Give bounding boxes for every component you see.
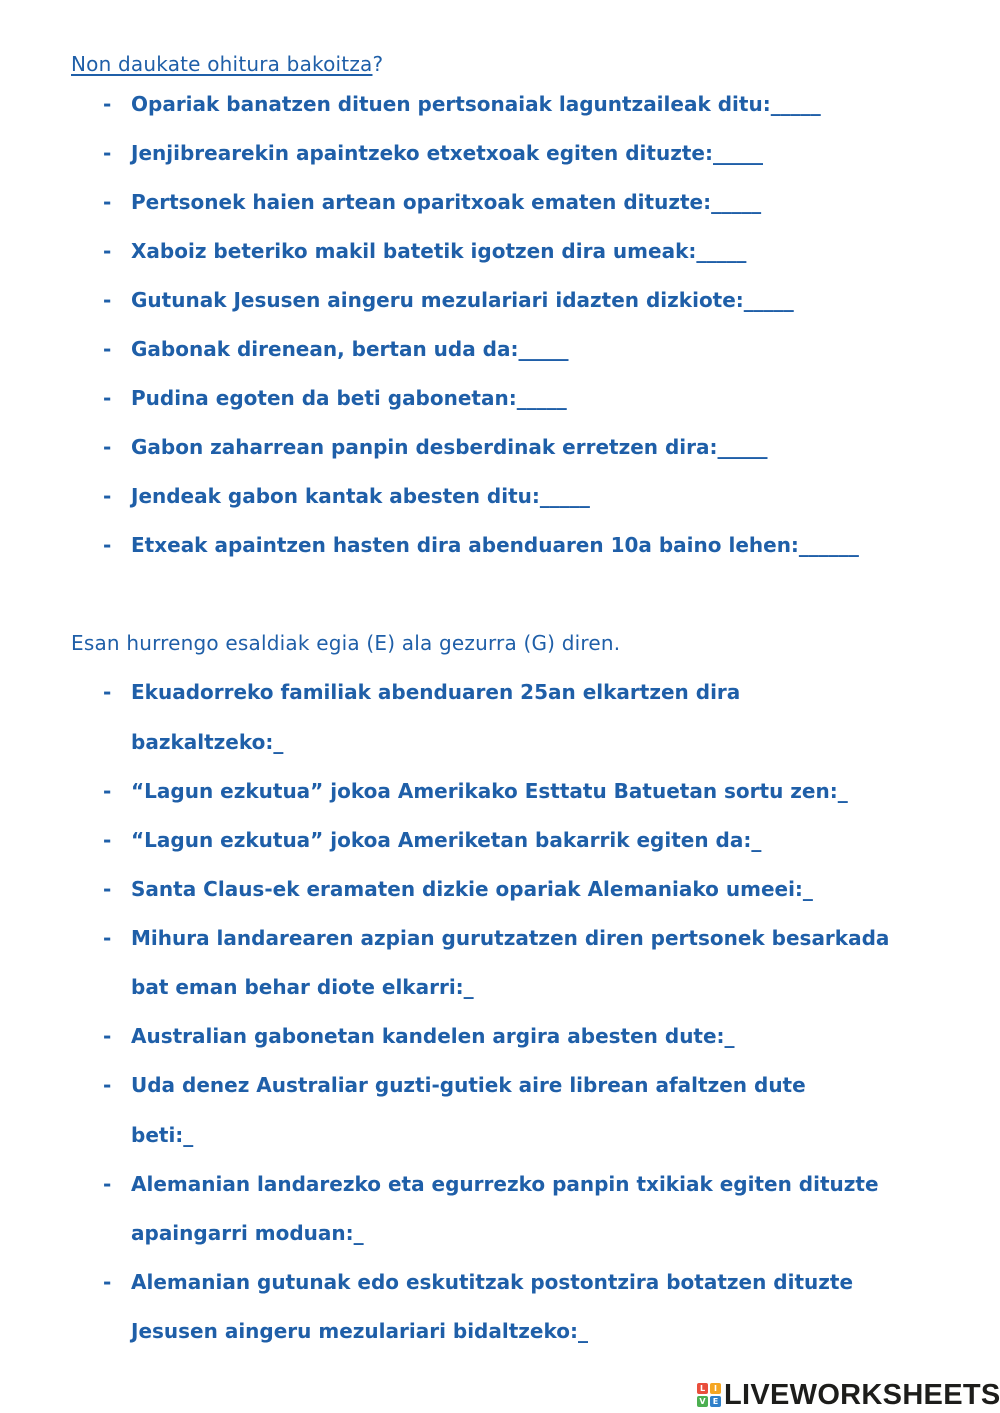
- logo-block: V: [697, 1396, 708, 1407]
- logo-block: E: [710, 1396, 721, 1407]
- list-dash: -: [103, 1073, 112, 1097]
- list-item-text[interactable]: Jendeak gabon kantak abesten ditu:_____: [131, 484, 590, 508]
- list-item-text: Mihura landarearen azpian gurutzatzen diren pertsonek besarkada: [131, 926, 890, 950]
- list-item-text[interactable]: “Lagun ezkutua” jokoa Ameriketan bakarrik egiten da:_: [131, 828, 762, 852]
- list-dash: -: [103, 288, 112, 312]
- list-dash: -: [103, 484, 112, 508]
- list-item-continuation[interactable]: bazkaltzeko:_: [131, 730, 284, 754]
- section1-title-suffix: ?: [372, 52, 384, 76]
- section1-title: [71, 52, 383, 76]
- list-dash: -: [103, 926, 112, 950]
- logo-block: I: [710, 1383, 721, 1394]
- section2-title-text: Esan hurrengo esaldiak egia (E) ala gezurra (G) diren.: [71, 631, 621, 655]
- list-dash: -: [103, 779, 112, 803]
- list-dash: -: [103, 435, 112, 459]
- list-dash: -: [103, 877, 112, 901]
- list-dash: -: [103, 1172, 112, 1196]
- list-item-text[interactable]: Etxeak apaintzen hasten dira abenduaren 10a baino lehen:______: [131, 533, 859, 557]
- list-dash: -: [103, 190, 112, 214]
- list-item-text[interactable]: Gutunak Jesusen aingeru mezulariari idazten dizkiote:_____: [131, 288, 794, 312]
- list-item-text: Ekuadorreko familiak abenduaren 25an elkartzen dira: [131, 680, 741, 704]
- logo-text: LIVEWORKSHEETS: [724, 1378, 1000, 1411]
- list-item-text[interactable]: Pertsonek haien artean oparitxoak ematen dituzte:_____: [131, 190, 762, 214]
- list-dash: -: [103, 141, 112, 165]
- list-item-text[interactable]: “Lagun ezkutua” jokoa Amerikako Esttatu Batuetan sortu zen:_: [131, 779, 848, 803]
- list-dash: -: [103, 533, 112, 557]
- logo-blocks-icon: [697, 1383, 721, 1407]
- list-item-text[interactable]: Pudina egoten da beti gabonetan:_____: [131, 386, 567, 410]
- list-dash: -: [103, 337, 112, 361]
- list-item-text[interactable]: Opariak banatzen dituen pertsonaiak laguntzaileak ditu:_____: [131, 92, 821, 116]
- list-item-text[interactable]: Xaboiz beteriko makil batetik igotzen dira umeak:_____: [131, 239, 747, 263]
- list-dash: -: [103, 828, 112, 852]
- list-item-continuation[interactable]: beti:_: [131, 1123, 194, 1147]
- list-item-text[interactable]: Jenjibrearekin apaintzeko etxetxoak egiten dituzte:_____: [131, 141, 763, 165]
- list-dash: -: [103, 1270, 112, 1294]
- list-dash: -: [103, 92, 112, 116]
- list-dash: -: [103, 239, 112, 263]
- liveworksheets-logo: [697, 1378, 1000, 1412]
- section1-title-text: Non daukate ohitura bakoitza: [71, 52, 373, 76]
- list-item-continuation[interactable]: Jesusen aingeru mezulariari bidaltzeko:_: [131, 1319, 588, 1343]
- list-item-text[interactable]: Gabon zaharrean panpin desberdinak erretzen dira:_____: [131, 435, 768, 459]
- list-item-continuation[interactable]: apaingarri moduan:_: [131, 1221, 364, 1245]
- list-item-text: Alemanian landarezko eta egurrezko panpin txikiak egiten dituzte: [131, 1172, 879, 1196]
- list-dash: -: [103, 386, 112, 410]
- list-item-text[interactable]: Australian gabonetan kandelen argira abesten dute:_: [131, 1024, 735, 1048]
- list-item-text: Alemanian gutunak edo eskutitzak postontzira botatzen dituzte: [131, 1270, 854, 1294]
- list-dash: -: [103, 680, 112, 704]
- list-item-text[interactable]: Santa Claus-ek eramaten dizkie opariak Alemaniako umeei:_: [131, 877, 813, 901]
- list-item-text: Uda denez Australiar guzti-gutiek aire librean afaltzen dute: [131, 1073, 806, 1097]
- list-item-text[interactable]: Gabonak direnean, bertan uda da:_____: [131, 337, 569, 361]
- section2-title: [71, 631, 620, 655]
- list-dash: -: [103, 1024, 112, 1048]
- list-item-continuation[interactable]: bat eman behar diote elkarri:_: [131, 975, 474, 999]
- logo-block: L: [697, 1383, 708, 1394]
